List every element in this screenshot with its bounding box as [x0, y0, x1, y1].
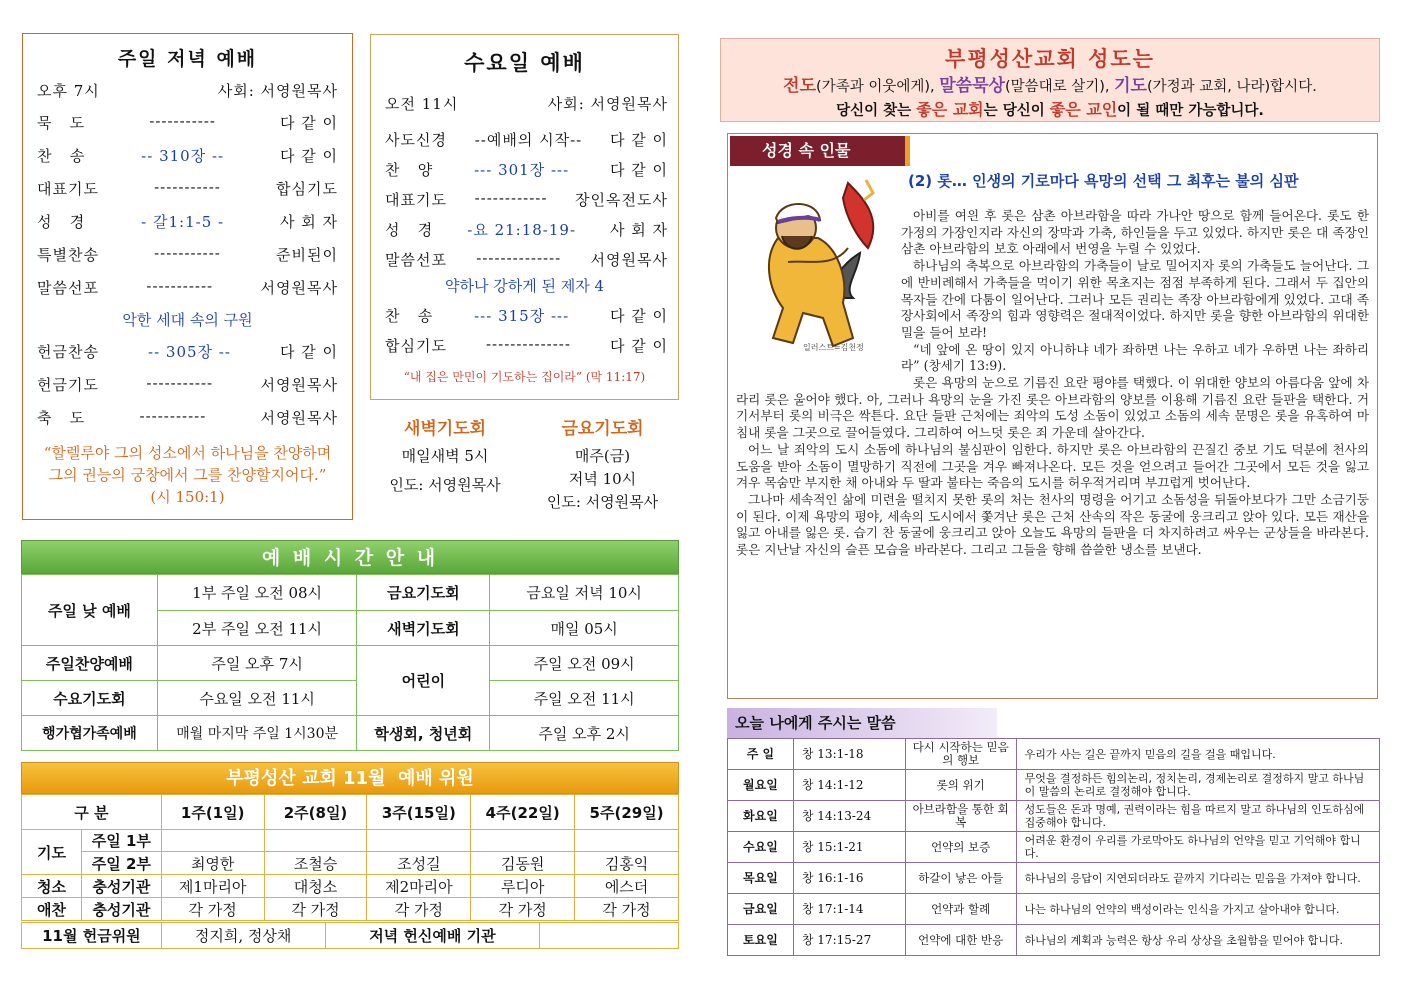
sunday-evening-title: 주일 저녁 예배 [117, 48, 258, 70]
daily-day: 주 일 [728, 739, 794, 770]
friday-title: 금요기도회 [561, 419, 644, 439]
committee-name: 각 가정 [161, 898, 264, 921]
youth-label: 학생회, 청년회 [357, 716, 490, 751]
friday-line3: 인도: 서영원목사 [546, 493, 659, 511]
evening-label: 저녁 헌신예배 기관 [325, 923, 540, 949]
offering-names: 정지희, 정상채 [161, 923, 325, 949]
daily-day: 월요일 [728, 770, 794, 801]
header-0: 구 분 [22, 795, 162, 830]
order-a: 대표기도 [385, 191, 447, 209]
illustration-credit: 일러스트=김천정 [803, 343, 864, 352]
bible-person-story [736, 208, 1369, 559]
order-c: 다 같 이 [609, 337, 668, 355]
daily-row [728, 739, 1380, 770]
order-b: -------------- [485, 335, 571, 353]
order-row [37, 211, 338, 232]
dawn-time: 매일 05시 [490, 611, 679, 646]
daily-row [728, 832, 1380, 863]
host: 사회: 서영원목사 [217, 82, 338, 100]
committee-name: 최영한 [161, 852, 264, 875]
p1-label: 주일 1부 [81, 830, 161, 852]
week-header: 2주(8일) [264, 795, 367, 830]
story-p2: 하나님의 축복으로 아브라함의 가축들이 날로 밀어지자 롯의 가축들도 늘어난다. 그에 반비례해서 가축들을 먹이기 위한 목초지는 점점 부족하게 된다. 그래서 두 집안의 목자들 간에 다툼이 일어난다. 그러나 모든 권리는 족장 아브라함에게 있었다. 고대 족장사회에서 족장의 힘과 영향력은 절대적이었다. 하지만 롯을 향한 아브라함의 위대한 밀을 들어 보라! [901, 258, 1369, 340]
daily-day: 화요일 [728, 801, 794, 832]
order-c: 합심기도 [276, 180, 338, 198]
kids-label: 어린이 [357, 646, 490, 716]
wed-time: 수요일 오전 11시 [157, 681, 357, 716]
daily-row [728, 770, 1380, 801]
youth-time: 주일 오후 2시 [490, 716, 679, 751]
daily-theme: 언약에 대한 반응 [905, 925, 1016, 956]
order-row [385, 189, 668, 210]
order-row [37, 112, 338, 133]
host: 사회: 서영원목사 [547, 95, 668, 113]
committee-name: 김동원 [471, 852, 575, 875]
sunday-sermon-title: 악한 세대 속의 구원 [122, 311, 253, 329]
church-banner [720, 38, 1380, 122]
daily-row [728, 801, 1380, 832]
order-a: 성 경 [385, 221, 434, 239]
order-a: 찬 송 [385, 307, 434, 325]
order-c: 서영원목사 [260, 409, 338, 427]
order-row [37, 145, 338, 166]
order-c: 준비된이 [276, 246, 338, 264]
order-a: 찬 양 [385, 161, 434, 179]
dawn-line2: 인도: 서영원목사 [389, 476, 501, 494]
story-p6: 그나마 세속적인 삶에 미련을 떨치지 못한 롯의 처는 천사의 명령을 어기고 소돔성을 뒤돌아보다가 그만 소금기둥이 된다. 이제 욕망의 평야, 세속의 도시에서 쫓겨난 롯은 근처 산속의 작은 동굴에 웅크리고 앉아 있다. 모든 재산을 잃고 아내를 잃은 롯. 습기 찬 동굴에 웅크리고 앉아 오늘도 욕망의 들판을 더 차지하려고 싸우는 군상들을 바라본다. 롯은 지난날 자신의 슬픈 모습을 바라본다. 그리고 그들을 향해 씁쓸한 냉소를 보낸다. [736, 491, 1369, 558]
order-row [385, 129, 668, 150]
order-a: 사도신경 [385, 131, 447, 149]
daily-theme: 아브라함을 통한 회복 [905, 801, 1016, 832]
time: 오후 7시 [37, 82, 100, 100]
daily-theme: 다시 시작하는 믿음의 행보 [905, 739, 1016, 770]
committee-name: 제1마리아 [161, 875, 264, 898]
order-c: 서영원목사 [590, 251, 668, 269]
wednesday-time-row [385, 93, 668, 114]
order-b: -------------- [476, 249, 562, 267]
clean-sub: 충성기관 [81, 875, 161, 898]
week-header: 4주(22일) [471, 795, 575, 830]
bible-person-box [727, 133, 1378, 699]
order-row [37, 407, 338, 428]
schedule-title: 예 배 시 간 안 내 [21, 540, 679, 574]
order-b: --- 301장 --- [474, 161, 570, 179]
order-b: ----------- [146, 374, 214, 392]
offering-table [21, 922, 679, 949]
aechan-sub: 충성기관 [81, 898, 161, 921]
daily-theme: 롯의 위기 [905, 770, 1016, 801]
order-row [37, 178, 338, 199]
daily-text: 성도들은 돈과 명예, 권력이라는 힘을 따르지 말고 하나님의 인도하심에 집중해야 합니다. [1016, 801, 1379, 832]
order-a: 성 경 [37, 213, 86, 231]
daily-text: 무엇을 결정하든 힘의논리, 정치논리, 경제논리로 결정하지 말고 하나님이 말씀의 논리로 결정해야 합니다. [1016, 770, 1379, 801]
evening-value [540, 923, 679, 949]
order-c: 사 회 자 [279, 213, 338, 231]
kids-time2: 주일 오전 11시 [490, 681, 679, 716]
daily-ref: 창 14:13-24 [793, 801, 905, 832]
committee-name: 루디아 [471, 875, 575, 898]
daily-word-table [727, 738, 1380, 956]
order-a: 말씀선포 [37, 279, 99, 297]
friday-line2: 저녁 10시 [568, 470, 637, 488]
praise-time: 주일 오후 7시 [157, 646, 357, 681]
b2-0: 당신이 찾는 [836, 103, 917, 119]
daily-row [728, 863, 1380, 894]
committee-name: 각 가정 [367, 898, 471, 921]
b2-4: 이 될 때만 가능합니다. [1117, 103, 1264, 119]
prayer-desc: (가정과 교회, 나라)합시다. [1146, 79, 1317, 95]
order-b: --예배의 시작-- [474, 131, 583, 149]
fri-label: 금요기도회 [357, 575, 490, 611]
order-c: 서영원목사 [260, 376, 338, 394]
committee-name: 대청소 [264, 875, 367, 898]
s1: 1부 주일 오전 08시 [157, 575, 357, 611]
evangelism: 전도 [783, 76, 817, 96]
committee-name: 조성길 [367, 852, 471, 875]
daily-day: 수요일 [728, 832, 794, 863]
sunday-evening-time-row [37, 80, 338, 101]
order-a: 특별찬송 [37, 246, 99, 264]
daily-word-title: 오늘 나에게 주시는 말씀 [727, 708, 997, 738]
committee-name: 각 가정 [471, 898, 575, 921]
order-row [37, 244, 338, 265]
committee-name: 각 가정 [575, 898, 679, 921]
order-row [385, 219, 668, 240]
daily-text: 우리가 사는 길은 끝까지 믿음의 길을 걸을 때입니다. [1016, 739, 1379, 770]
daily-theme: 하갈이 낳은 아들 [905, 863, 1016, 894]
daily-ref: 창 17:1-14 [793, 894, 905, 925]
s2: 2부 주일 오전 11시 [157, 611, 357, 646]
order-b: ----------- [154, 178, 221, 196]
order-c: 다 같 이 [609, 161, 668, 179]
story-p1: 아비를 여읜 후 롯은 삼촌 아브라함을 따라 가나안 땅으로 함께 들어온다. 롯도 한 가정의 가장인지라 자신의 장막과 가축, 하인들을 두고 있었다. 하지만 롯은 대 족장인 삼촌 아브라함의 보호 아래에서 번영을 누릴 수 있었다. [901, 208, 1369, 257]
story-p4: 롯은 욕망의 눈으로 기름진 요란 평야를 택했다. 이 위대한 양보의 아름다움 앞에 차라리 롯은 울어야 했다. 아, 그러나 욕망의 눈을 가진 롯은 아브라함의 양보를 이용해 기름진 요란 들판을 택한다. 거기서부터 롯의 비극은 싹튼다. 요단 들판 근처에는 죄악의 도성 소돔이 있었고 소돔의 세속 문명은 롯을 유혹하여 마침내 롯을 그곳으로 끌어들였다. 그리하여 어느덧 롯은 죄 가운데 살아간다. [736, 375, 1369, 441]
wednesday-verse: “내 집은 만민이 기도하는 집이라” (막 11:17) [403, 370, 646, 384]
daily-day: 목요일 [728, 863, 794, 894]
order-a: 합심기도 [385, 337, 447, 355]
prayer: 기도 [1114, 76, 1147, 96]
order-b: -- 310장 -- [141, 147, 225, 165]
week-header: 1주(1일) [161, 795, 264, 830]
wednesday-box [370, 34, 679, 400]
order-b: --- 315장 --- [474, 307, 570, 325]
order-row [37, 277, 338, 298]
order-c: 다 같 이 [279, 147, 338, 165]
aechan-label: 애찬 [22, 898, 82, 921]
dawn-title: 새벽기도회 [403, 419, 487, 439]
daily-row [728, 925, 1380, 956]
committee-name: 김홍익 [575, 852, 679, 875]
order-b: ----------- [139, 407, 207, 425]
order-b: ----------- [149, 112, 217, 130]
evangelism-desc: (가족과 이웃에게), [816, 79, 940, 95]
order-a: 헌금기도 [37, 376, 99, 394]
b2-2: 는 당신이 [983, 103, 1050, 119]
wednesday-sermon-title: 약하나 강하게 된 제자 4 [444, 277, 605, 295]
time: 오전 11시 [385, 95, 459, 113]
daily-ref: 창 14:1-12 [793, 770, 905, 801]
order-row [385, 249, 668, 270]
daily-ref: 창 17:15-27 [793, 925, 905, 956]
praise-label: 주일찬양예배 [22, 646, 158, 681]
order-c: 다 같 이 [609, 131, 668, 149]
good-church: 좋은 교회 [916, 100, 984, 119]
story-p5: 어느 날 죄악의 도시 소돔에 하나님의 불심판이 임한다. 하지만 롯은 아브라함의 끈질긴 중보 기도 덕분에 천사의 도움을 받아 소돔이 멸망하기 직전에 그곳을 겨우 빠져나온다. 모든 것을 얻으려고 들어간 그곳에서 모든 것을 잃고 겨우 목숨만 부지한 채 아내와 두 딸과 불타는 죽음의 도시를 허우적거리며 부끄럽게 벗어난다. [736, 441, 1369, 491]
dawn-line1: 매일새벽 5시 [401, 447, 489, 465]
daily-ref: 창 16:1-16 [793, 863, 905, 894]
order-b: - 갈1:1-5 - [141, 213, 225, 231]
sunday-evening-box [22, 33, 353, 520]
schedule-table [21, 574, 679, 751]
banner-line1 [721, 71, 1379, 96]
daily-ref: 창 15:1-21 [793, 832, 905, 863]
order-c: 다 같 이 [279, 114, 338, 132]
daily-ref: 창 13:1-18 [793, 739, 905, 770]
kids-time1: 주일 오전 09시 [490, 646, 679, 681]
week-header: 5주(29일) [575, 795, 679, 830]
order-c: 사 회 자 [609, 221, 668, 239]
prayer-label: 기도 [22, 830, 82, 875]
order-row [385, 305, 668, 326]
order-a: 말씀선포 [385, 251, 447, 269]
daily-row [728, 894, 1380, 925]
good-member: 좋은 교인 [1049, 100, 1118, 119]
daily-text: 하나님의 응답이 지연되더라도 끝까지 기다리는 믿음을 가져야 합니다. [1016, 863, 1379, 894]
friday-line1: 매주(금) [574, 447, 631, 465]
committee-name: 각 가정 [264, 898, 367, 921]
meditation: 말씀묵상 [939, 76, 1005, 96]
order-b: ------------ [474, 189, 548, 207]
banner-line2 [721, 97, 1379, 120]
wed-label: 수요기도회 [22, 681, 158, 716]
daily-day: 토요일 [728, 925, 794, 956]
family-label: 행가협가족예배 [22, 716, 158, 751]
meditation-desc: (말씀대로 살기), [1004, 79, 1115, 95]
sunday-verse: “할렐루야 그의 성소에서 하나님을 찬양하며 그의 권능의 궁창에서 그를 찬양할지어다.” (시 150:1) [43, 444, 332, 506]
story-p3: “네 앞에 온 땅이 있지 아니하냐 네가 좌하면 나는 우하고 네가 우하면 나는 좌하리라” (창세기 13:9). [901, 341, 1369, 374]
order-a: 헌금찬송 [37, 343, 99, 361]
committee-name: 에스더 [575, 875, 679, 898]
order-b: ----------- [146, 277, 214, 295]
offering-label: 11월 헌금위원 [22, 923, 162, 949]
story-float [736, 208, 901, 376]
bible-person-tab: 성경 속 인물 [730, 136, 910, 166]
committee-title: 부평성산 교회 11월 예배 위원 [21, 762, 679, 794]
wednesday-title: 수요일 예배 [464, 50, 585, 75]
order-row [385, 335, 668, 356]
dawn-prayer [375, 414, 515, 495]
family-time: 매월 마지막 주일 1시30분 [157, 716, 357, 751]
clean-label: 청소 [22, 875, 82, 898]
week-header: 3주(15일) [367, 795, 471, 830]
bible-person-heading: (2) 롯… 인생의 기로마다 욕망의 선택 그 최후는 불의 심판 [908, 172, 1299, 190]
order-row [385, 159, 668, 180]
order-a: 축 도 [37, 409, 86, 427]
committee-name: 조철승 [264, 852, 367, 875]
friday-prayer [530, 414, 675, 512]
banner-title: 부평성산교회 성도는 [945, 47, 1155, 71]
daily-text: 하나님의 계획과 능력은 항상 우리 상상을 초월함을 믿어야 합니다. [1016, 925, 1379, 956]
order-a: 찬 송 [37, 147, 86, 165]
fri-time: 금요일 저녁 10시 [490, 575, 679, 611]
daily-theme: 언약의 보증 [905, 832, 1016, 863]
order-b: ----------- [154, 244, 221, 262]
order-c: 다 같 이 [609, 307, 668, 325]
committee-name: 제2마리아 [367, 875, 471, 898]
order-c: 장인옥전도사 [575, 191, 668, 209]
p2-label: 주일 2부 [81, 852, 161, 875]
sunday-day-label: 주일 낮 예배 [22, 575, 158, 646]
order-row [37, 374, 338, 395]
order-c: 다 같 이 [279, 343, 338, 361]
daily-theme: 언약과 할례 [905, 894, 1016, 925]
committee-table [21, 794, 679, 921]
order-b: -요 21:18-19- [467, 221, 577, 239]
dawn-label: 새벽기도회 [357, 611, 490, 646]
daily-text: 나는 하나님의 언약의 백성이라는 인식을 가지고 살아내야 합니다. [1016, 894, 1379, 925]
order-a: 대표기도 [37, 180, 99, 198]
daily-text: 어려운 환경이 우리를 가로막아도 하나님의 언약을 믿고 기억해야 합니다. [1016, 832, 1379, 863]
daily-day: 금요일 [728, 894, 794, 925]
order-c: 서영원목사 [260, 279, 338, 297]
order-a: 묵 도 [37, 114, 86, 132]
order-row [37, 341, 338, 362]
order-b: -- 305장 -- [148, 343, 231, 361]
